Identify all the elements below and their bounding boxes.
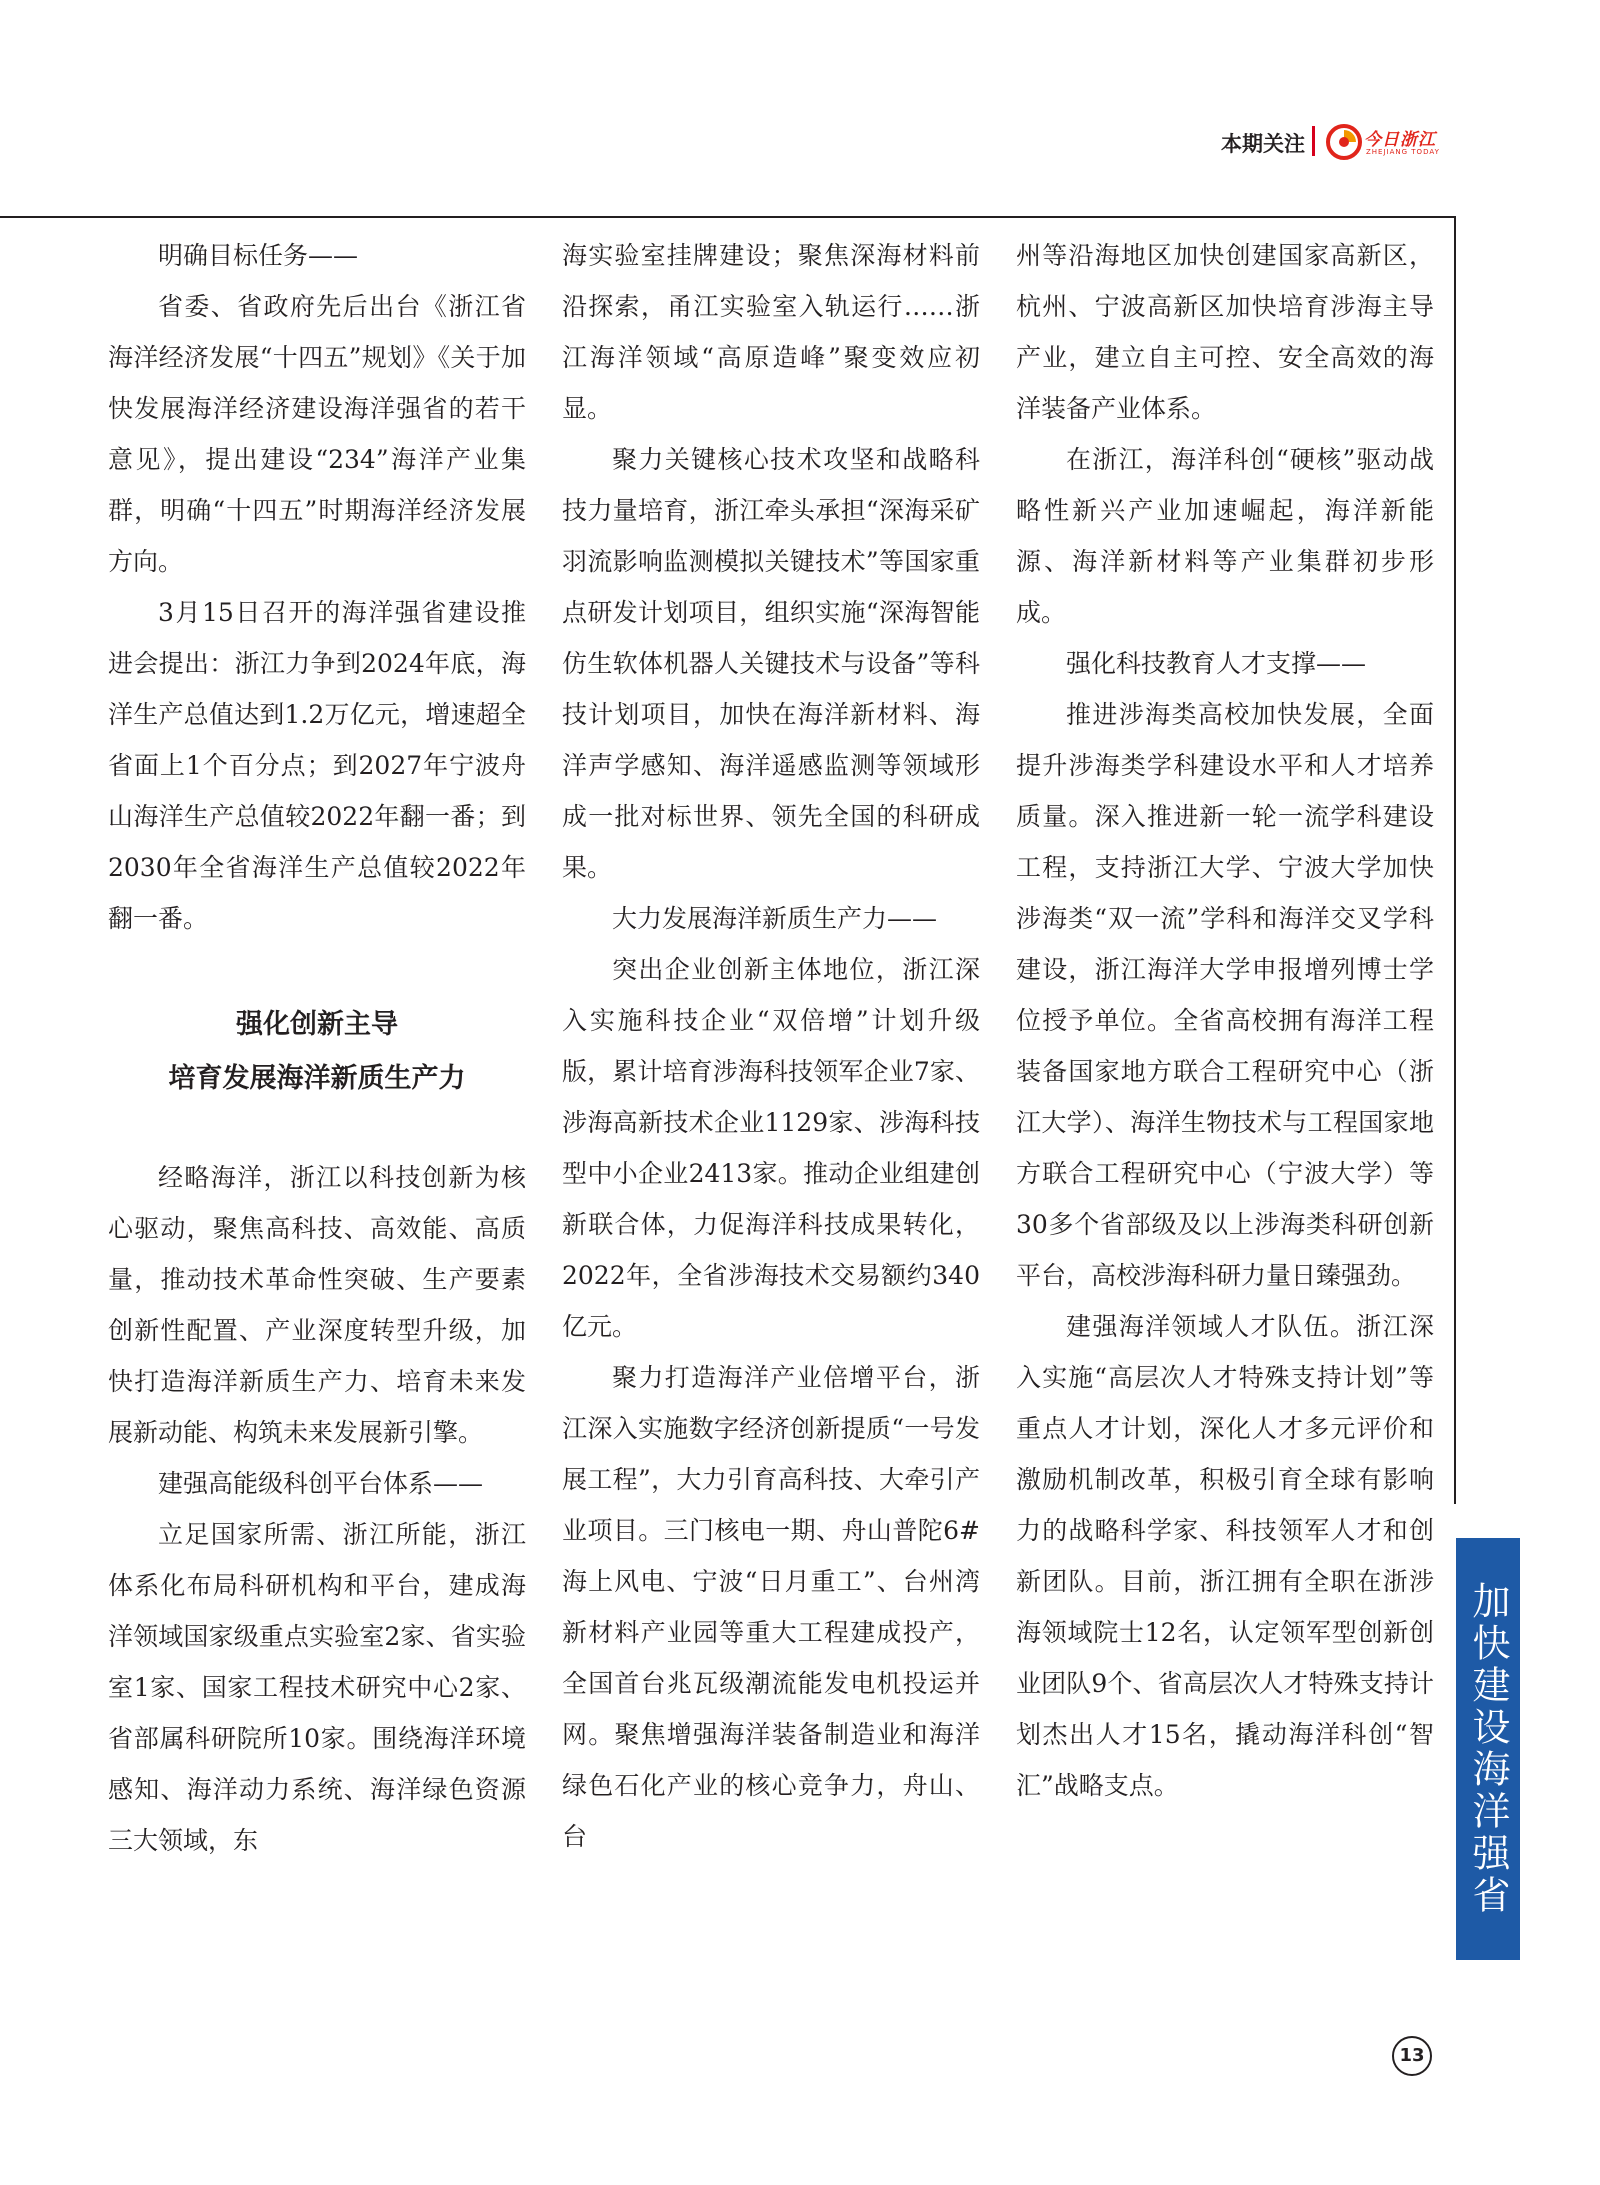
- paragraph: 建强海洋领域人才队伍。浙江深入实施“高层次人才特殊支持计划”等重点人才计划，深化人才多元评价和激励机制改革，积极引育全球有影响力的战略科学家、科技领军人才和创新团队。目前，浙江拥有全职在浙涉海领域院士12名，认定领军型创新创业团队9个、省高层次人才特殊支持计划杰出人才15名，撬动海洋科创“智汇”战略支点。: [1016, 1312, 1434, 1800]
- logo-text: 今日浙江: [1364, 130, 1436, 150]
- section-heading: [108, 998, 526, 1106]
- side-section-tab: [1456, 1538, 1520, 1960]
- section-label: 本期关注: [1221, 132, 1305, 156]
- paragraph-continued: 州等沿海地区加快创建国家高新区，杭州、宁波高新区加快培育涉海主导产业，建立自主可控、安全高效的海洋装备产业体系。: [1016, 241, 1434, 423]
- paragraph: 经略海洋，浙江以科技创新为核心驱动，聚焦高科技、高效能、高质量，推动技术革命性突破、生产要素创新性配置、产业深度转型升级，加快打造海洋新质生产力、培育未来发展新动能、构筑未来发展新引擎。: [108, 1163, 526, 1447]
- paragraph: 聚力打造海洋产业倍增平台，浙江深入实施数字经济创新提质“一号发展工程”，大力引育高科技、大牵引产业项目。三门核电一期、舟山普陀6#海上风电、宁波“日月重工”、台州湾新材料产业园等重大工程建成投产，全国首台兆瓦级潮流能发电机投运并网。聚焦增强海洋装备制造业和海洋绿色石化产业的核心竞争力，舟山、台: [562, 1363, 980, 1851]
- paragraph: 立足国家所需、浙江所能，浙江体系化布局科研机构和平台，建成海洋领域国家级重点实验室2家、省实验室1家、国家工程技术研究中心2家、省部属科研院所10家。围绕海洋环境感知、海洋动力系统、海洋绿色资源三大领域，东: [108, 1520, 526, 1855]
- article-column-1: [108, 230, 526, 1866]
- side-tab-text: 加快建设海洋强省: [1466, 1581, 1510, 1917]
- paragraph: 突出企业创新主体地位，浙江深入实施科技企业“双倍增”计划升级版，累计培育涉海科技领军企业7家、涉海高新技术企业1129家、涉海科技型中小企业2413家。推动企业组建创新联合体，力促海洋科技成果转化，2022年，全省涉海技术交易额约340亿元。: [562, 955, 980, 1341]
- paragraph: 在浙江，海洋科创“硬核”驱动战略性新兴产业加速崛起，海洋新能源、海洋新材料等产业集群初步形成。: [1016, 445, 1434, 627]
- paragraph: 推进涉海类高校加快发展，全面提升涉海类学科建设水平和人才培养质量。深入推进新一轮一流学科建设工程，支持浙江大学、宁波大学加快涉海类“双一流”学科和海洋交叉学科建设，浙江海洋大学申报增列博士学位授予单位。全省高校拥有海洋工程装备国家地方联合工程研究中心（浙江大学）、海洋生物技术与工程国家地方联合工程研究中心（宁波大学）等30多个省部级及以上涉海类科研创新平台，高校涉海科研力量日臻强劲。: [1016, 700, 1434, 1290]
- header-divider: [1312, 126, 1315, 156]
- right-rule: [1454, 216, 1456, 1504]
- subhead-platform: 建强高能级科创平台体系——: [158, 1469, 484, 1498]
- section-heading-line-2: 培育发展海洋新质生产力: [168, 1063, 466, 1094]
- page-number: 13: [1392, 2036, 1432, 2076]
- paragraph: 3月15日召开的海洋强省建设推进会提出：浙江力争到2024年底，海洋生产总值达到1.2万亿元，增速超全省面上1个百分点；到2027年宁波舟山海洋生产总值较2022年翻一番；到2030年全省海洋生产总值较2022年翻一番。: [108, 598, 526, 933]
- section-heading-line-1: 强化创新主导: [236, 1009, 398, 1040]
- subhead-goals: 明确目标任务——: [158, 241, 359, 270]
- article-column-3: [1016, 230, 1434, 1811]
- subhead-productivity: 大力发展海洋新质生产力——: [612, 904, 938, 933]
- article-column-2: [562, 230, 980, 1862]
- magazine-logo: [1324, 120, 1444, 164]
- paragraph: 聚力关键核心技术攻坚和战略科技力量培育，浙江牵头承担“深海采矿羽流影响监测模拟关键技术”等国家重点研发计划项目，组织实施“深海智能仿生软体机器人关键技术与设备”等科技计划项目，加快在海洋新材料、海洋声学感知、海洋遥感监测等领域形成一批对标世界、领先全国的科研成果。: [562, 445, 980, 882]
- logo-subtext: ZHEJIANG TODAY: [1366, 148, 1440, 156]
- logo-swirl-icon: [1324, 122, 1364, 162]
- paragraph-continued: 海实验室挂牌建设；聚焦深海材料前沿探索，甬江实验室入轨运行……浙江海洋领域“高原造峰”聚变效应初显。: [562, 241, 980, 423]
- subhead-talent: 强化科技教育人才支撑——: [1066, 649, 1367, 678]
- paragraph: 省委、省政府先后出台《浙江省海洋经济发展“十四五”规划》《关于加快发展海洋经济建设海洋强省的若干意见》，提出建设“234”海洋产业集群，明确“十四五”时期海洋经济发展方向。: [108, 292, 526, 576]
- top-rule: [0, 216, 1456, 218]
